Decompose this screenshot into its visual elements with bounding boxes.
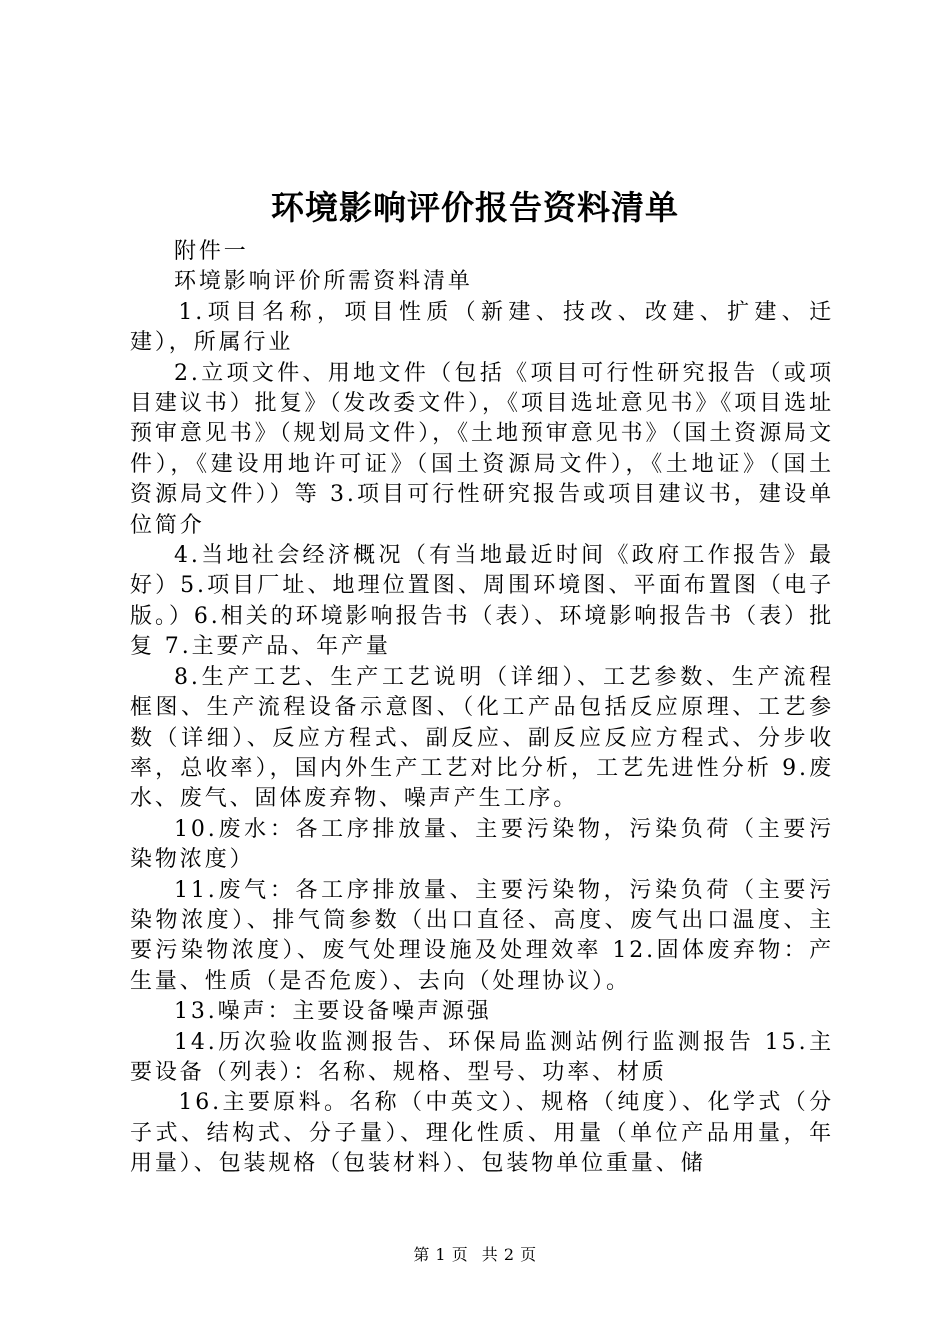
paragraph-item-13: 13.噪声：主要设备噪声源强	[174, 999, 492, 1025]
page-number: 第 1 页	[413, 1245, 469, 1264]
paragraph-item-1: 1.项目名称，项目性质（新建、技改、改建、扩建、迁建），所属行业	[130, 299, 834, 356]
paragraph-item-10: 10.废水：各工序排放量、主要污染物，污染负荷（主要污染物浓度）	[130, 816, 834, 873]
paragraph-item-8: 8.生产工艺、生产工艺说明（详细）、工艺参数、生产流程框图、生产流程设备示意图、（化工产品包括反应原理、工艺参数（详细）、反应方程式、副反应、副反应反应方程式、分步收率，总收率），国内外生产工艺对比分析，工艺先进性分析 9.废水、废气、固体废弃物、噪声产生工序。	[130, 664, 834, 812]
paragraph-item-2: 2.立项文件、用地文件（包括《项目可行性研究报告（或项目建议书）批复》（发改委文件），《项目选址意见书》《项目选址预审意见书》（规划局文件），《土地预审意见书》（国土资源局文件），《建设用地许可证》（国土资源局文件），《土地证》（国土资源局文件））等 3.项目可行性研究报告或项目建议书，建设单位简介	[130, 360, 834, 538]
paragraph-attachment: 附件一	[174, 239, 249, 264]
paragraph-subtitle: 环境影响评价所需资料清单	[174, 269, 473, 295]
document-body	[130, 237, 834, 1180]
page-footer	[0, 1244, 950, 1266]
page-total: 共 2 页	[481, 1245, 537, 1264]
paragraph-item-16: 16.主要原料。名称（中英文）、规格（纯度）、化学式（分子式、结构式、分子量）、理化性质、用量（单位产品用量，年用量）、包装规格（包装材料）、包装物单位重量、储	[130, 1090, 834, 1177]
paragraph-item-11: 11.废气：各工序排放量、主要污染物，污染负荷（主要污染物浓度）、排气筒参数（出口直径、高度、废气出口温度、主要污染物浓度）、废气处理设施及处理效率 12.固体废弃物：产生量、性质（是否危废）、去向（处理协议）。	[130, 877, 834, 994]
paragraph-item-14: 14.历次验收监测报告、环保局监测站例行监测报告 15.主要设备（列表）：名称、规格、型号、功率、材质	[130, 1029, 834, 1085]
paragraph-item-4: 4.当地社会经济概况（有当地最近时间《政府工作报告》最好）5.项目厂址、地理位置图、周围环境图、平面布置图（电子版。）6.相关的环境影响报告书（表）、环境影响报告书（表）批复 7.主要产品、年产量	[130, 543, 834, 660]
document-title: 环境影响评价报告资料清单	[271, 188, 679, 227]
